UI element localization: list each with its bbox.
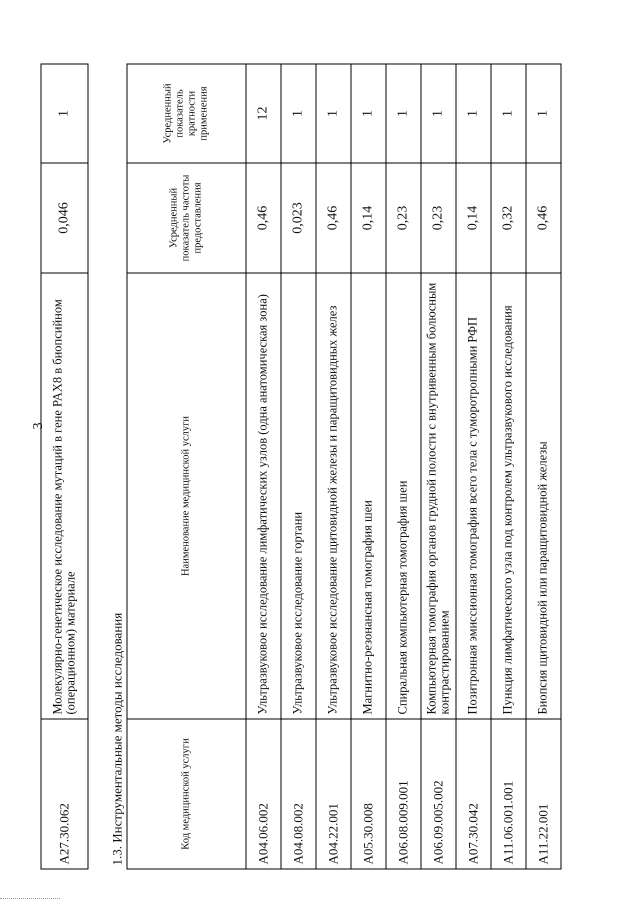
table-row (456, 64, 491, 869)
scan-artifact (0, 898, 60, 900)
multiplicity-value: 12 (246, 64, 281, 163)
frequency-value: 0,46 (316, 163, 351, 273)
frequency-value: 0,23 (386, 163, 421, 273)
table-row (316, 64, 351, 869)
table-row (491, 64, 526, 869)
service-name: Позитронная эмиссионная томография всего тела с туморотропными РФП (456, 273, 491, 719)
frequency-value: 0,46 (246, 163, 281, 273)
top-table (41, 64, 89, 870)
header-multiplicity: Усредненный показатель кратности применения (127, 64, 246, 163)
multiplicity-value: 1 (491, 64, 526, 163)
service-name: Ультразвуковое исследование лимфатических узлов (одна анатомическая зона) (246, 273, 281, 719)
frequency-value: 0,14 (351, 163, 386, 273)
service-name: Ультразвуковое исследование гортани (281, 273, 316, 719)
service-name: Компьютерная томография органов грудной полости с внутривенным болюсным контрастированием (421, 273, 456, 719)
multiplicity-value: 1 (526, 64, 561, 163)
service-code: А04.08.002 (281, 719, 316, 869)
table-row (386, 64, 421, 869)
table-row (351, 64, 386, 869)
frequency-value: 0,14 (456, 163, 491, 273)
frequency-value: 0,023 (281, 163, 316, 273)
header-row (127, 64, 246, 869)
service-code: А27.30.062 (41, 719, 88, 869)
multiplicity-value: 1 (316, 64, 351, 163)
frequency-value: 0,46 (526, 163, 561, 273)
header-name: Наименование медицинской услуги (127, 273, 246, 719)
multiplicity-value: 1 (386, 64, 421, 163)
header-frequency: Усредненный показатель частоты предоставления (127, 163, 246, 273)
service-code: А04.22.001 (316, 719, 351, 869)
table-row (421, 64, 456, 869)
multiplicity-value: 1 (281, 64, 316, 163)
service-name: Ультразвуковое исследование щитовидной железы и паращитовидных желез (316, 273, 351, 719)
table-row (526, 64, 561, 869)
table-row (281, 64, 316, 869)
service-code: А04.06.002 (246, 719, 281, 869)
service-name: Биопсия щитовидной или паращитовидной железы (526, 273, 561, 719)
service-code: А07.30.042 (456, 719, 491, 869)
service-name: Магнитно-резонансная томография шеи (351, 273, 386, 719)
frequency-value: 0,23 (421, 163, 456, 273)
service-code: А11.22.001 (526, 719, 561, 869)
frequency-value: 0,046 (41, 163, 88, 273)
service-code: А05.30.008 (351, 719, 386, 869)
table-row (41, 64, 88, 869)
service-name: Спиральная компьютерная томография шеи (386, 273, 421, 719)
frequency-value: 0,32 (491, 163, 526, 273)
service-code: А11.06.001.001 (491, 719, 526, 869)
table-row (246, 64, 281, 869)
service-name: Пункция лимфатического узла под контролем ультразвукового исследования (491, 273, 526, 719)
rotated-page-content (41, 35, 601, 870)
service-code: А06.08.009.001 (386, 719, 421, 869)
multiplicity-value: 1 (456, 64, 491, 163)
multiplicity-value: 1 (41, 64, 88, 163)
multiplicity-value: 1 (421, 64, 456, 163)
instrumental-methods-table (127, 64, 562, 870)
section-title: 1.3. Инструментальные методы исследования (109, 612, 125, 866)
service-code: А06.09.005.002 (421, 719, 456, 869)
service-name: Молекулярно-генетическое исследование мутаций в гене PAX8 в биопсийном (операционном) материале (41, 273, 88, 719)
multiplicity-value: 1 (351, 64, 386, 163)
header-code: Код медицинской услуги (127, 719, 246, 869)
page-number: 3 (31, 422, 46, 430)
